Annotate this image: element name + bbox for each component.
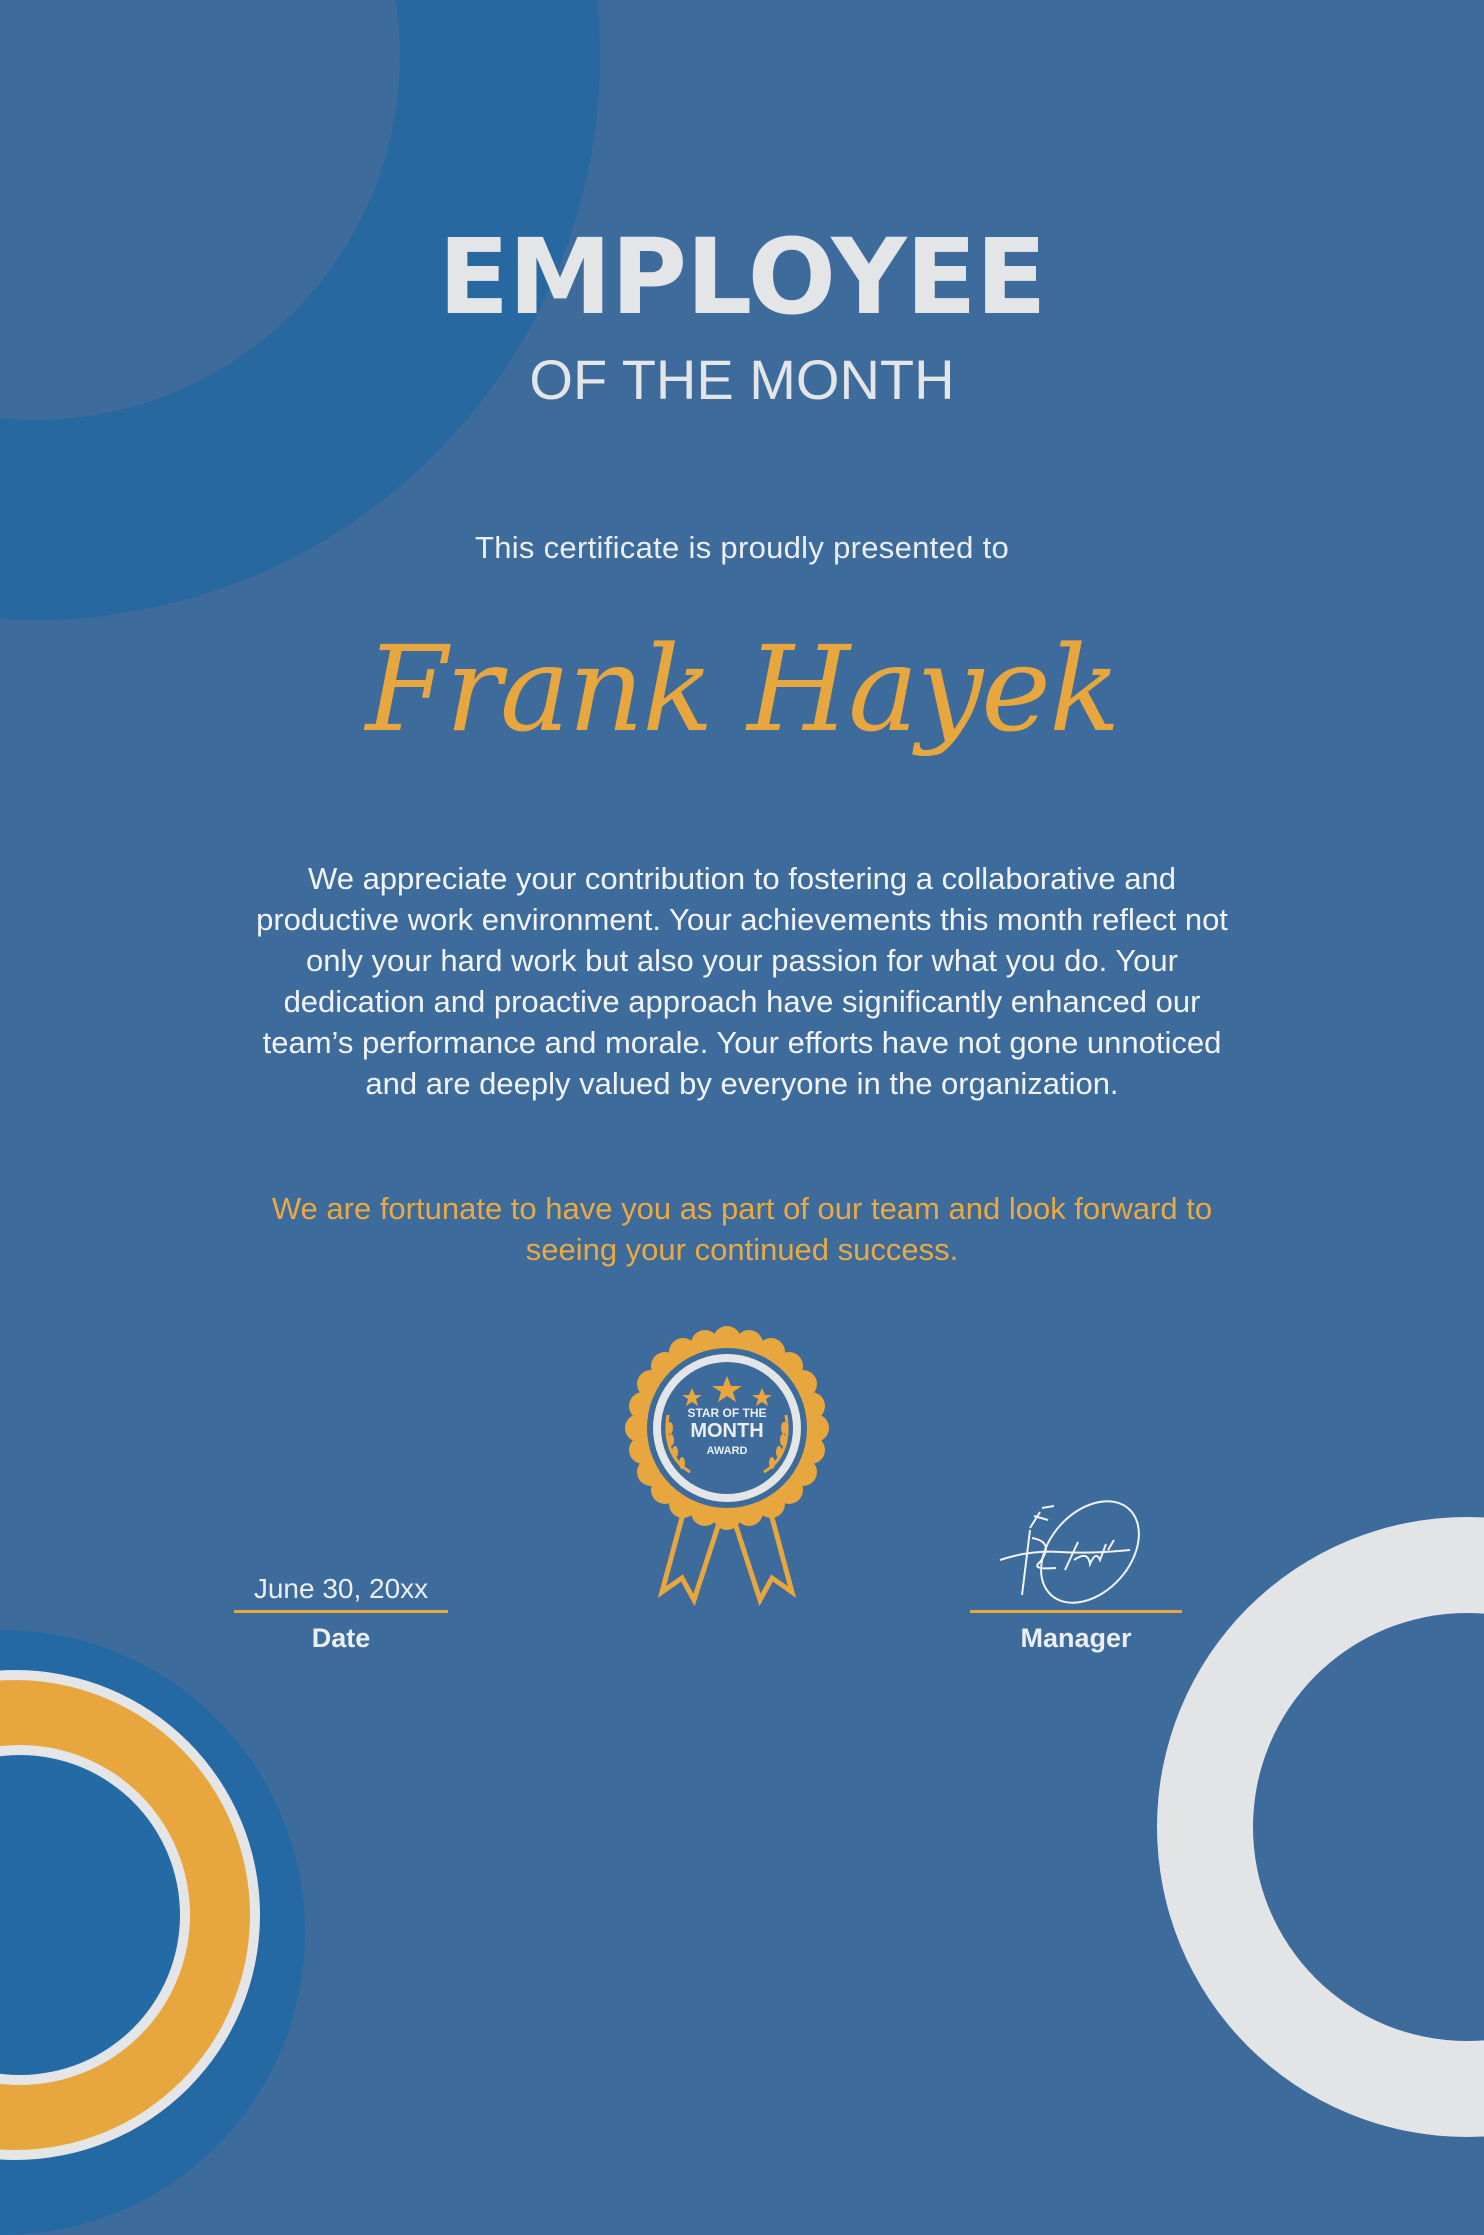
manager-underline <box>970 1610 1182 1613</box>
date-value: June 30, 20xx <box>253 1573 429 1604</box>
certificate-title: EMPLOYEE <box>438 216 1046 338</box>
manager-caption: Manager <box>1020 1623 1132 1653</box>
certificate-subtitle: OF THE MONTH <box>529 348 955 411</box>
presented-to-line: This certificate is proudly presented to <box>474 530 1010 565</box>
certificate-closing: We are fortunate to have you as part of our team and look forward to seeing your continued success. <box>271 1191 1213 1267</box>
signature-icon <box>970 1490 1182 1610</box>
manager-signature-block <box>970 1490 1182 1654</box>
certificate-body: We appreciate your contribution to fostering a collaborative and productive work environment. Your achievements this month reflect not only your hard work but also your passion for what you do. Your dedication and proactive approach have significantly enhanced our team’s performance and morale. Your efforts have not gone unnoticed and are deeply valued by everyone in the organization. <box>256 861 1228 1101</box>
seal-text-line2: MONTH <box>690 1420 764 1442</box>
recipient-name: Frank Hayek <box>365 620 1119 758</box>
award-ribbon-icon <box>622 1320 832 1610</box>
seal-text-line1: STAR OF THE <box>687 1406 767 1420</box>
award-seal <box>622 1320 832 1610</box>
date-signature-block <box>234 1568 448 1654</box>
seal-text-line3: AWARD <box>706 1445 748 1457</box>
date-caption: Date <box>311 1623 371 1653</box>
date-underline <box>234 1610 448 1613</box>
